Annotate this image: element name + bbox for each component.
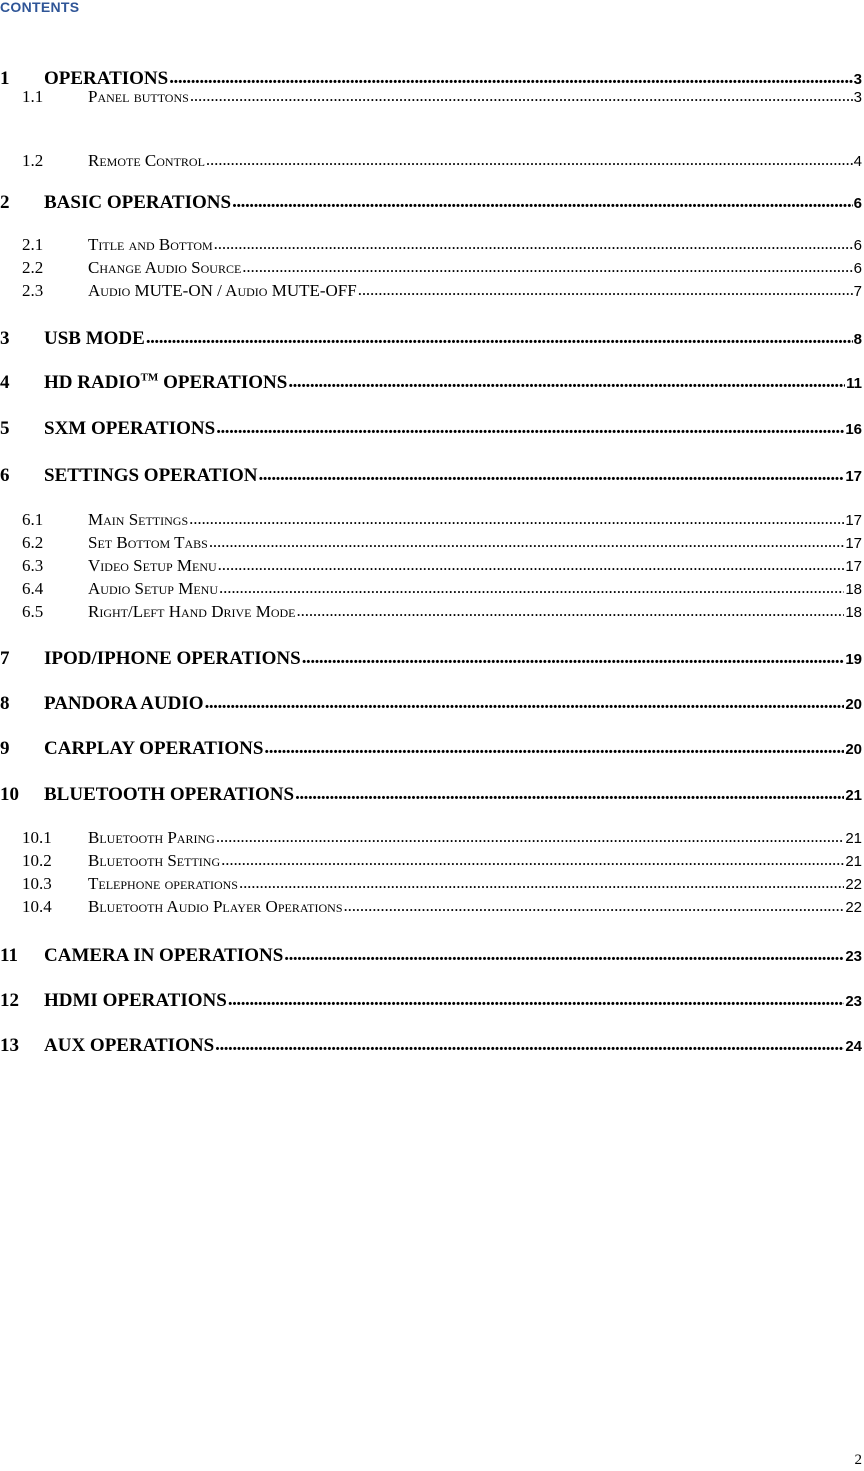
- toc-entry-title: Panel buttons: [88, 87, 189, 106]
- toc-entry-section[interactable]: [22, 533, 862, 553]
- toc-entry-section[interactable]: [22, 281, 862, 301]
- toc-entry-number: 10.1: [22, 828, 52, 847]
- toc-entry-section[interactable]: [22, 151, 862, 171]
- toc-entry-section[interactable]: [22, 235, 862, 255]
- toc-leader-dots: [146, 327, 853, 349]
- toc-leader-dots: [189, 509, 844, 529]
- toc-entry-page: 16: [845, 421, 862, 438]
- toc-entry-page: 17: [845, 535, 862, 552]
- toc-entry-section[interactable]: [22, 556, 862, 576]
- toc-entry-page: 20: [845, 696, 862, 713]
- toc-entry-section[interactable]: [22, 897, 862, 917]
- toc-entry-section[interactable]: [22, 579, 862, 599]
- toc-entry-title: BLUETOOTH OPERATIONS: [44, 784, 295, 805]
- toc-entry-page: 21: [845, 787, 862, 804]
- toc-entry-title: CAMERA IN OPERATIONS: [44, 945, 284, 966]
- toc-entry-section[interactable]: [22, 87, 862, 107]
- toc-leader-dots: [218, 555, 845, 575]
- toc-entry-chapter[interactable]: [0, 990, 862, 1012]
- toc-entry-title-main: HD RADIO: [44, 372, 141, 393]
- toc-leader-dots: [216, 417, 844, 439]
- toc-leader-dots: [219, 578, 844, 598]
- toc-entry-title: [44, 372, 287, 394]
- toc-leader-dots: [232, 191, 853, 213]
- toc-entry-title: Set Bottom Tabs: [88, 533, 208, 552]
- toc-entry-section[interactable]: [22, 602, 862, 622]
- toc-entry-number: 12: [0, 990, 19, 1011]
- toc-entry-title-rest: OPERATIONS: [158, 372, 288, 393]
- toc-leader-dots: [284, 944, 844, 966]
- toc-entry-page: 18: [845, 604, 862, 621]
- toc-leader-dots: [302, 647, 845, 669]
- toc-entry-number: 6.1: [22, 510, 44, 529]
- toc-entry-page: 6: [853, 195, 862, 212]
- toc-entry-chapter[interactable]: [0, 945, 862, 967]
- toc-entry-number: 5: [0, 418, 10, 439]
- toc-entry-number: 11: [0, 945, 18, 966]
- toc-entry-chapter[interactable]: [0, 693, 862, 715]
- toc-entry-number: 7: [0, 648, 10, 669]
- toc-leader-dots: [258, 464, 844, 486]
- toc-entry-page: 8: [853, 331, 862, 348]
- toc-entry-title: Bluetooth Paring: [88, 828, 215, 847]
- toc-entry-chapter[interactable]: [0, 372, 862, 394]
- toc-entry-page: 19: [845, 651, 862, 668]
- toc-entry-page: 21: [845, 830, 862, 847]
- toc-entry-title: Video Setup Menu: [88, 556, 217, 575]
- toc-entry-number: 8: [0, 693, 10, 714]
- toc-leader-dots: [295, 783, 844, 805]
- toc-entry-page: 17: [845, 468, 862, 485]
- toc-entry-title: Bluetooth Setting: [88, 851, 221, 870]
- toc-entry-title: Right/Left Hand Drive Mode: [88, 602, 296, 621]
- toc-entry-section[interactable]: [22, 874, 862, 894]
- toc-entry-section[interactable]: [22, 510, 862, 530]
- toc-leader-dots: [215, 1034, 844, 1056]
- toc-entry-title: SXM OPERATIONS: [44, 418, 216, 439]
- toc-leader-dots: [242, 257, 852, 277]
- toc-entry-number: 1.1: [22, 87, 44, 106]
- toc-entry-title: OPERATIONS: [44, 68, 169, 89]
- toc-entry-title: Main Settings: [88, 510, 189, 529]
- toc-entry-title: Change Audio Source: [88, 258, 242, 277]
- toc-entry-title: USB MODE: [44, 328, 145, 349]
- toc-entry-title: SETTINGS OPERATION: [44, 465, 258, 486]
- toc-entry-title: Bluetooth Audio Player Operations: [88, 897, 343, 916]
- toc-entry-page: 22: [845, 876, 862, 893]
- toc-leader-dots: [221, 850, 844, 870]
- toc-entry-number: 3: [0, 328, 10, 349]
- toc-entry-title: PANDORA AUDIO: [44, 693, 204, 714]
- toc-entry-chapter[interactable]: [0, 465, 862, 487]
- toc-entry-title: IPOD/IPHONE OPERATIONS: [44, 648, 301, 669]
- toc-leader-dots: [239, 873, 844, 893]
- toc-entry-page: 20: [845, 741, 862, 758]
- toc-entry-number: 6: [0, 465, 10, 486]
- toc-entry-chapter[interactable]: [0, 1035, 862, 1057]
- toc-entry-number: 6.3: [22, 556, 44, 575]
- toc-entry-title: Telephone operations: [88, 874, 238, 893]
- toc-entry-page: 3: [853, 71, 862, 88]
- toc-entry-number: 10.4: [22, 897, 52, 916]
- toc-entry-section[interactable]: [22, 828, 862, 848]
- toc-entry-chapter[interactable]: [0, 328, 862, 350]
- toc-entry-title: Title and Bottom: [88, 235, 213, 254]
- toc-entry-number: 10: [0, 784, 19, 805]
- toc-leader-dots: [216, 827, 845, 847]
- toc-entry-page: 18: [845, 581, 862, 598]
- toc-leader-dots: [297, 601, 845, 621]
- toc-entry-page: 24: [845, 1038, 862, 1055]
- toc-entry-section[interactable]: [22, 851, 862, 871]
- toc-leader-dots: [288, 371, 845, 393]
- toc-entry-title: Audio MUTE-ON / Audio MUTE-OFF: [88, 281, 357, 300]
- toc-entry-number: 2.3: [22, 281, 44, 300]
- toc-entry-page: 17: [845, 512, 862, 529]
- toc-entry-title: CARPLAY OPERATIONS: [44, 738, 264, 759]
- toc-entry-page: 17: [845, 558, 862, 575]
- contents-heading: CONTENTS: [0, 0, 80, 15]
- toc-entry-chapter[interactable]: [0, 418, 862, 440]
- toc-entry-page: 22: [845, 899, 862, 916]
- toc-entry-number: 6.4: [22, 579, 44, 598]
- toc-entry-number: 10.3: [22, 874, 52, 893]
- toc-leader-dots: [205, 692, 845, 714]
- toc-entry-number: 2: [0, 192, 10, 213]
- toc-leader-dots: [214, 234, 853, 254]
- toc-entry-title: Audio Setup Menu: [88, 579, 219, 598]
- toc-entry-title: AUX OPERATIONS: [44, 1035, 215, 1056]
- toc-entry-page: 23: [845, 948, 862, 965]
- toc-entry-number: 4: [0, 372, 10, 393]
- toc-entry-page: 3: [853, 89, 862, 106]
- toc-entry-number: 2.2: [22, 258, 44, 277]
- toc-entry-chapter[interactable]: [0, 738, 862, 760]
- toc-entry-page: 6: [853, 260, 862, 277]
- toc-entry-number: 2.1: [22, 235, 44, 254]
- toc-entry-chapter[interactable]: [0, 784, 862, 806]
- toc-entry-number: 6.5: [22, 602, 44, 621]
- trademark-superscript: TM: [140, 371, 159, 384]
- toc-entry-page: 6: [853, 237, 862, 254]
- toc-entry-page: 4: [853, 153, 862, 170]
- toc-entry-number: 13: [0, 1035, 19, 1056]
- toc-leader-dots: [228, 989, 845, 1011]
- toc-leader-dots: [264, 737, 844, 759]
- toc-entry-page: 21: [845, 853, 862, 870]
- toc-entry-chapter[interactable]: [0, 192, 862, 214]
- toc-leader-dots: [209, 532, 844, 552]
- toc-entry-number: 10.2: [22, 851, 52, 870]
- toc-entry-title: BASIC OPERATIONS: [44, 192, 232, 213]
- toc-entry-page: 11: [846, 375, 862, 392]
- toc-entry-number: 1.2: [22, 151, 44, 170]
- toc-entry-section[interactable]: [22, 258, 862, 278]
- toc-entry-number: 1: [0, 68, 10, 89]
- toc-entry-number: 6.2: [22, 533, 44, 552]
- toc-leader-dots: [190, 86, 853, 106]
- toc-entry-title: Remote Control: [88, 151, 205, 170]
- toc-leader-dots: [206, 150, 853, 170]
- page-number: 2: [854, 1452, 862, 1468]
- toc-entry-chapter[interactable]: [0, 648, 862, 670]
- toc-leader-dots: [344, 896, 845, 916]
- toc-entry-page: 7: [853, 283, 862, 300]
- toc-entry-page: 23: [845, 993, 862, 1010]
- toc-entry-number: 9: [0, 738, 10, 759]
- toc-entry-title: HDMI OPERATIONS: [44, 990, 227, 1011]
- toc-leader-dots: [358, 280, 853, 300]
